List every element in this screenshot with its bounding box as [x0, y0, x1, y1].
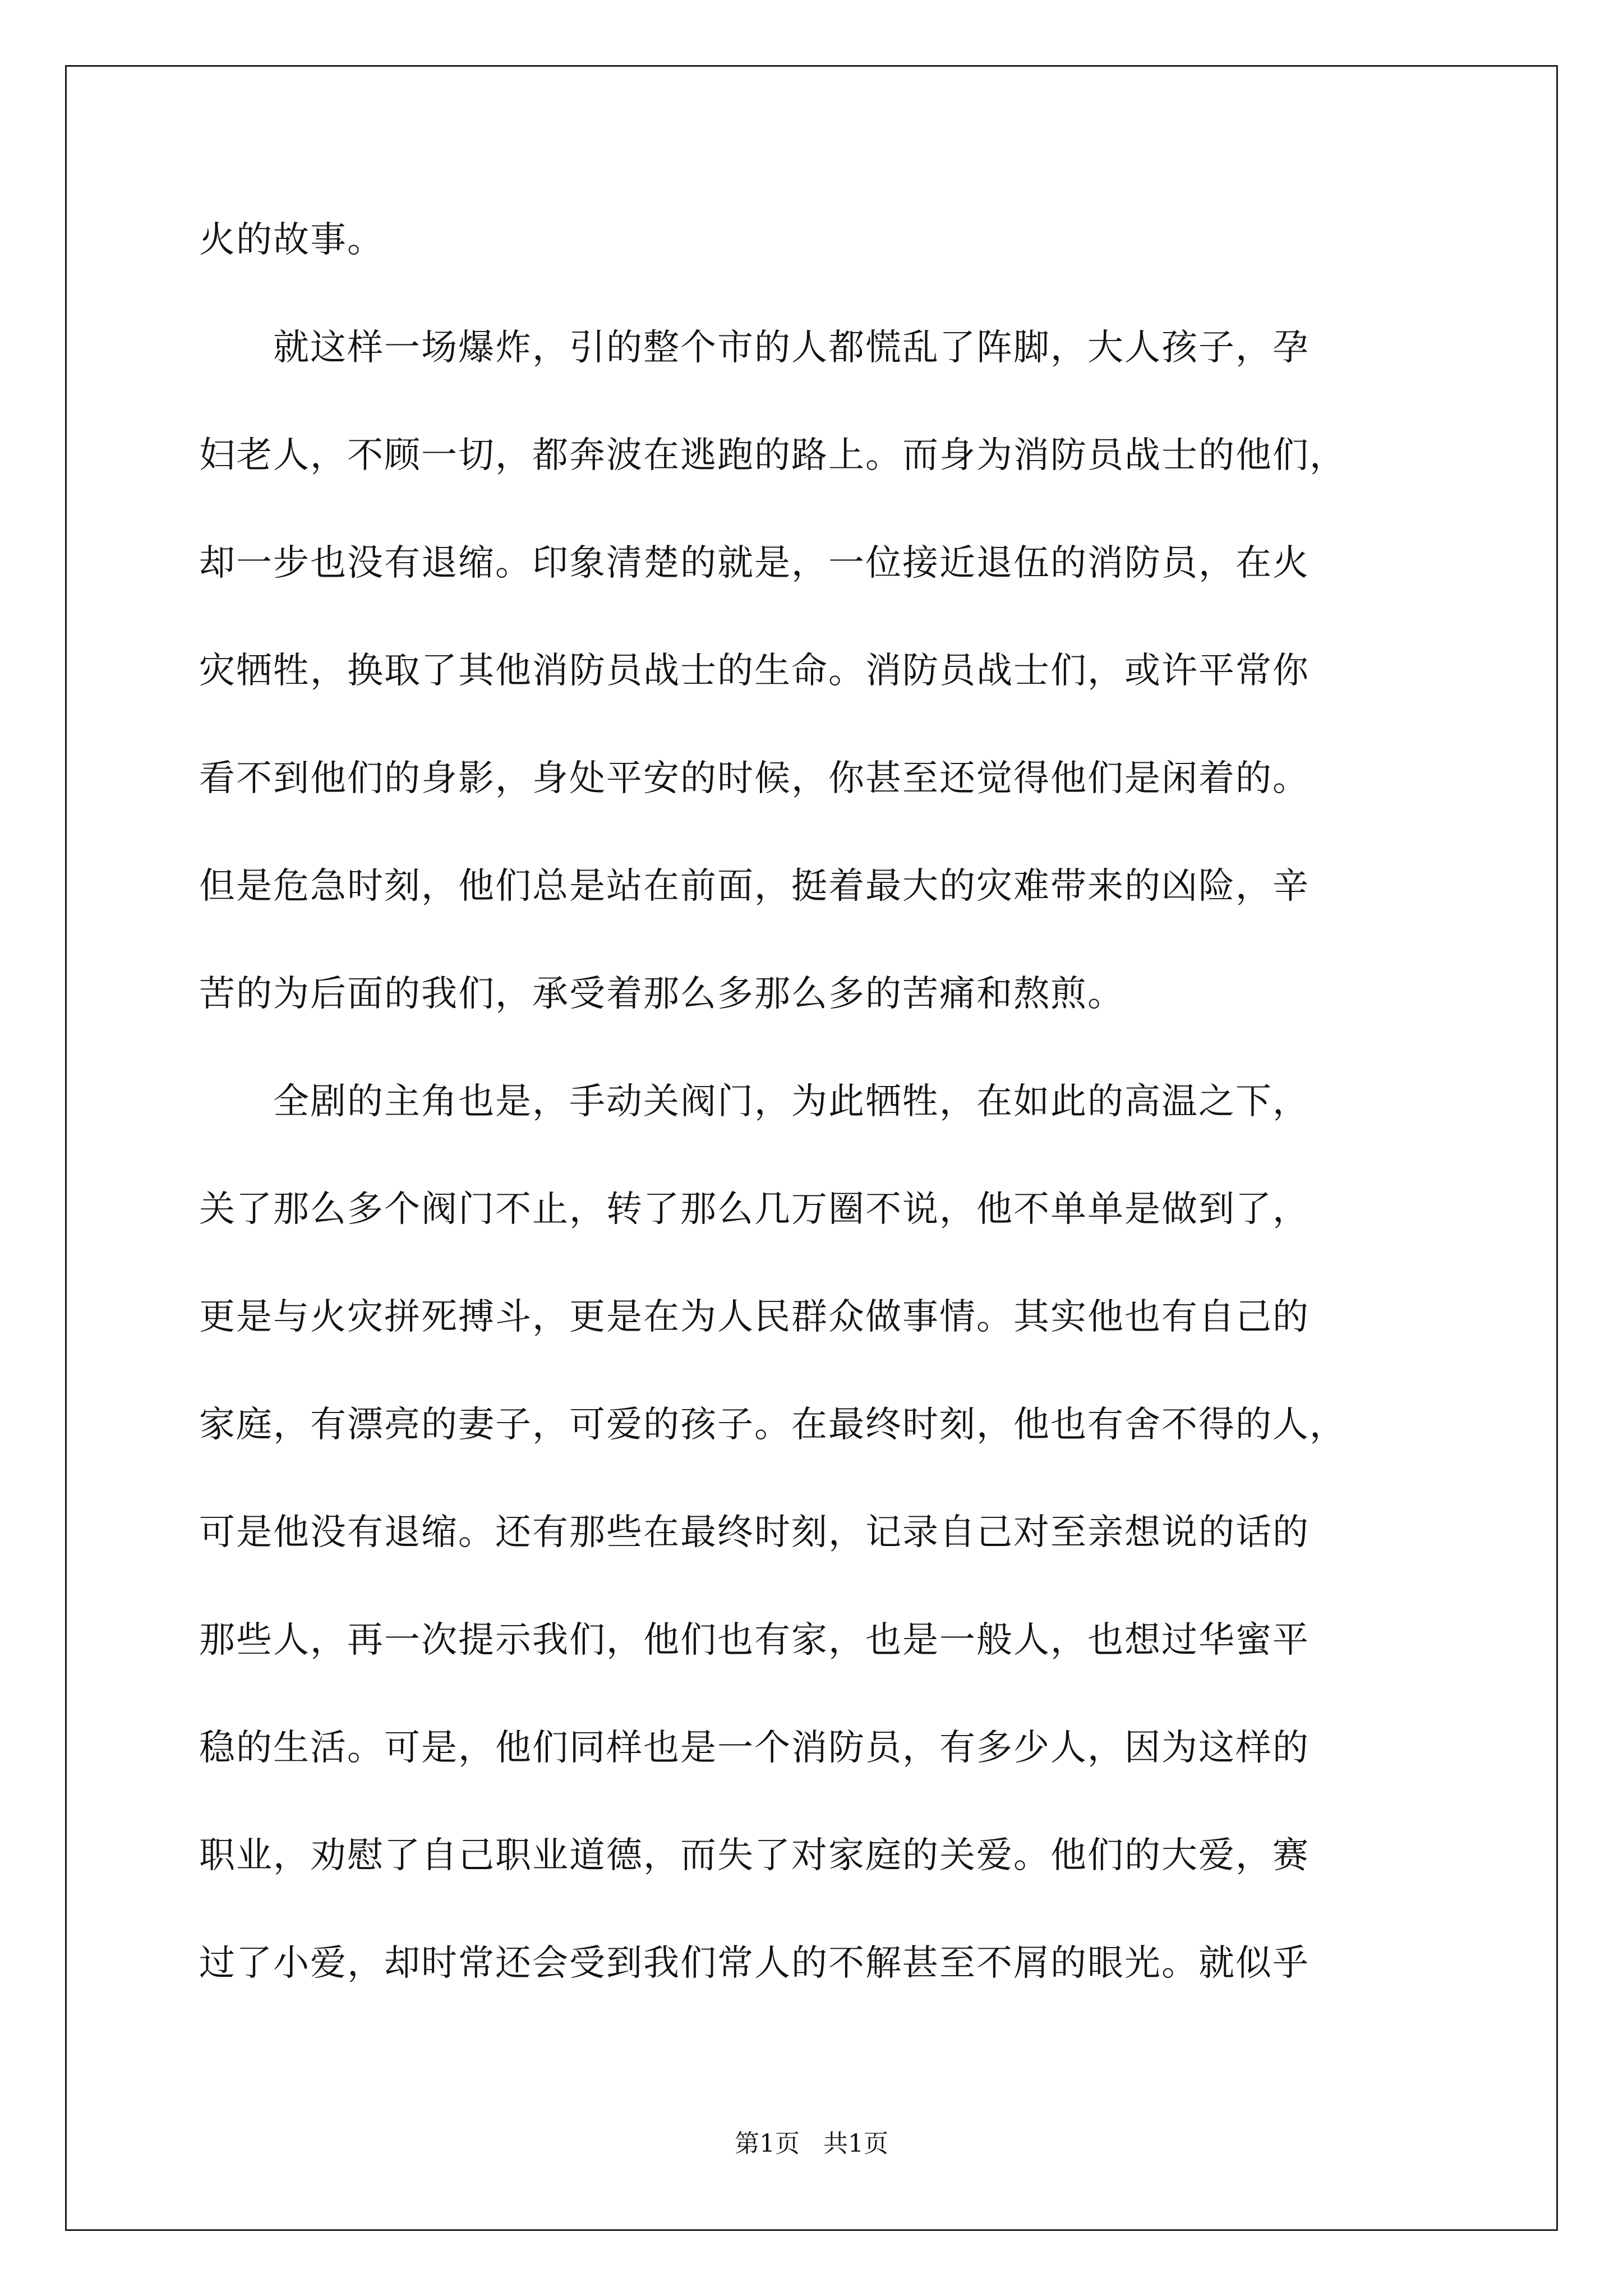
text-line: 稳的生活。可是，他们同样也是一个消防员，有多少人，因为这样的 — [199, 1727, 1310, 1769]
text-line: 职业，劝慰了自己职业道德，而失了对家庭的关爱。他们的大爱，赛 — [199, 1835, 1310, 1876]
text-line: 关了那么多个阀门不止，转了那么几万圈不说，他不单单是做到了， — [199, 1189, 1310, 1230]
text-line: 但是危急时刻，他们总是站在前面，挺着最大的灾难带来的凶险，辛 — [199, 866, 1310, 907]
text-line: 更是与火灾拼死搏斗，更是在为人民群众做事情。其实他也有自己的 — [199, 1296, 1310, 1338]
text-line: 灾牺牲，换取了其他消防员战士的生命。消防员战士们，或许平常你 — [199, 650, 1310, 692]
text-line: 过了小爱，却时常还会受到我们常人的不解甚至不屑的眼光。就似乎 — [199, 1943, 1310, 1984]
text-line: 苦的为后面的我们，承受着那么多那么多的苦痛和熬煎。 — [199, 973, 1124, 1015]
paragraph-start-line: 全剧的主角也是，手动关阀门，为此牺牲，在如此的高温之下， — [273, 1081, 1310, 1122]
text-line: 看不到他们的身影，身处平安的时候，你甚至还觉得他们是闲着的。 — [199, 758, 1310, 799]
page-border — [65, 65, 1558, 2231]
text-line: 妇老人，不顾一切，都奔波在逃跑的路上。而身为消防员战士的他们， — [199, 435, 1347, 476]
page-number-footer: 第1页 共1页 — [735, 2129, 888, 2158]
text-line: 可是他没有退缩。还有那些在最终时刻，记录自己对至亲想说的话的 — [199, 1512, 1310, 1553]
text-line: 那些人，再一次提示我们，他们也有家，也是一般人，也想过华蜜平 — [199, 1619, 1310, 1661]
text-line: 却一步也没有退缩。印象清楚的就是，一位接近退伍的消防员，在火 — [199, 542, 1310, 584]
text-line: 家庭，有漂亮的妻子，可爱的孩子。在最终时刻，他也有舍不得的人， — [199, 1404, 1347, 1446]
paragraph-start-line: 就这样一场爆炸，引的整个市的人都慌乱了阵脚，大人孩子，孕 — [273, 327, 1310, 369]
text-line: 火的故事。 — [199, 219, 384, 261]
